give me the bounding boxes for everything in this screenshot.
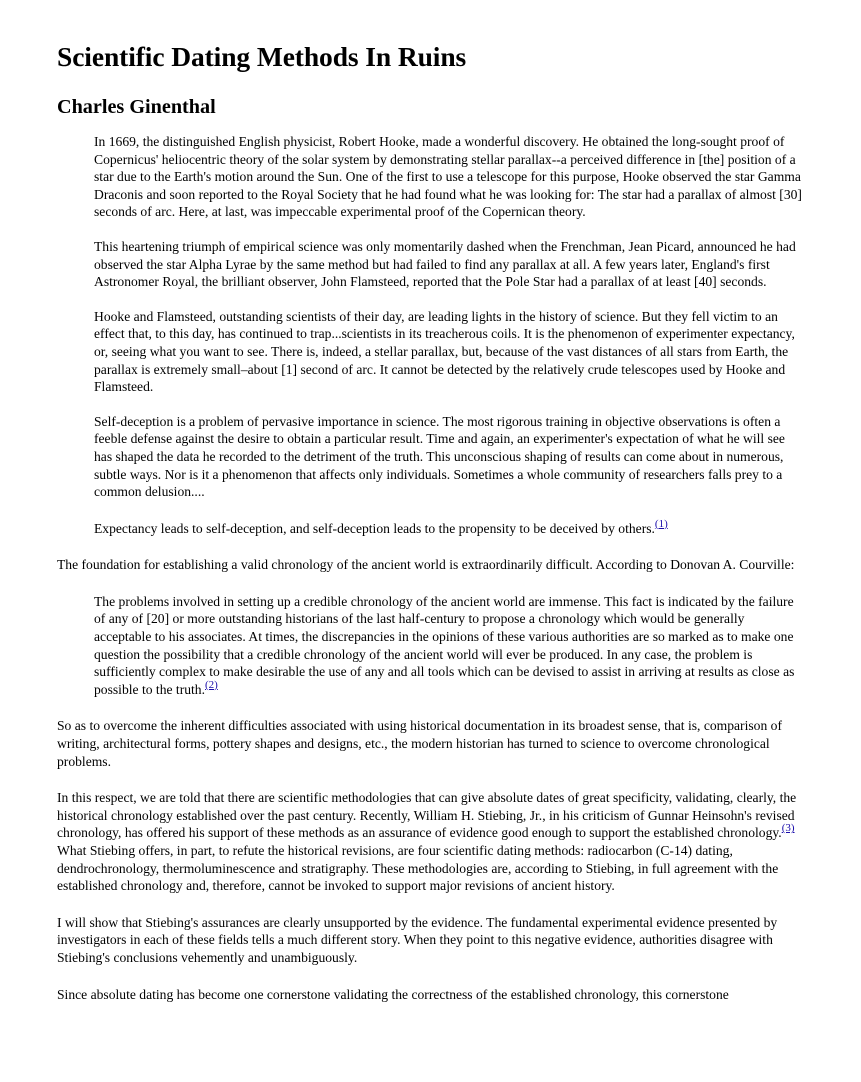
body-paragraph: Since absolute dating has become one cornerstone validating the correctness of the established chronology, this cornerstone xyxy=(57,986,729,1002)
quote-paragraph: This heartening triumph of empirical science was only momentarily dashed when the Frenchman, Jean Picard, announced he had observed the star Alpha Lyrae by the same method but had failed to find any parallax at all. A few years later, England's first Astronomer Royal, the brilliant observer, John Flamsteed, reported that the Pole Star had a parallax of at least [40] seconds. xyxy=(94,238,796,290)
quote-final-text: Expectancy leads to self-deception, and self-deception leads to the propensity to be deceived by others. xyxy=(94,520,655,536)
author-name: Charles Ginenthal xyxy=(57,96,216,118)
body-paragraph: The foundation for establishing a valid chronology of the ancient world is extraordinarily difficult. According to Donovan A. Courville: xyxy=(57,557,795,573)
quote-paragraph-final xyxy=(94,517,803,538)
footnote-link-3[interactable]: (3) xyxy=(781,822,795,835)
quote-paragraph xyxy=(94,593,803,699)
quote-text: The problems involved in setting up a credible chronology of the ancient world are immense. This fact is indicated by the failure of any of [20] or more outstanding historians of the last half-century to propose a chronology which would be generally acceptable to his associates. At times, the discrepancies in the opinions of these various authorities are so marked as to make one question the possibility that a credible chronology of the ancient world will ever be produced. In any case, the problem is sufficiently complex to make desirable the use of any and all tools which can be devised to assist in arriving at results as close as possible to the truth. xyxy=(94,593,795,697)
blockquote-courville xyxy=(94,593,803,699)
footnote-link-1[interactable]: (1) xyxy=(654,517,668,530)
body-paragraph: So as to overcome the inherent difficulties associated with using historical documentation in its broadest sense, that is, comparison of writing, architectural forms, pottery shapes and designs, etc., the modern historian has turned to science to overcome chronological problems. xyxy=(57,718,782,769)
body-text: In this respect, we are told that there are scientific methodologies that can give absolute dates of great specificity, validating, clearly, the historical chronology established over the past century. Recently, William H. Stiebing, Jr., in his criticism of Gunnar Heinsohn's revised chronology, has offered his support of these methods as an assurance of evidence good enough to support the established chronology. xyxy=(57,790,797,841)
blockquote-hooke xyxy=(94,133,803,537)
body-paragraph xyxy=(57,789,803,895)
quote-paragraph: In 1669, the distinguished English physicist, Robert Hooke, made a wonderful discovery. He obtained the long-sought proof of Copernicus' heliocentric theory of the solar system by demonstrating stellar parallax--a perceived difference in [the] position of a star due to the Earth's motion around the Sun. One of the first to use a telescope for this purpose, Hooke observed the star Gamma Draconis and soon reported to the Royal Society that he had found what he was looking for: The star had a parallax of almost [30] seconds of arc. Here, at last, was impeccable experimental proof of the Copernican theory. xyxy=(94,134,802,220)
quote-paragraph: Self-deception is a problem of pervasive importance in science. The most rigorous training in objective observations is often a feeble defense against the desire to obtain a particular result. Time and again, an experimenter's expectation of what he will see has shaped the data he recorded to the detriment of the truth. This unconscious shaping of results can come about in numerous, subtle ways. Nor is it a phenomenon that affects only individuals. Sometimes a whole community of researchers falls prey to a common delusion.... xyxy=(94,413,785,500)
quote-paragraph: Hooke and Flamsteed, outstanding scientists of their day, are leading lights in the history of science. But they fell victim to an effect that, to this day, has continued to trap...scientists in its treacherous coils. It is the phenomenon of experimenter expectancy, or, seeing what you want to see. There is, indeed, a stellar parallax, but, because of the vast distances of all stars from Earth, the parallax is extremely small–about [1] second of arc. It cannot be detected by the relatively crude telescopes used by Hooke and Flamsteed. xyxy=(94,308,795,395)
body-text: What Stiebing offers, in part, to refute the historical revisions, are four scientific dating methods: radiocarbon (C-14) dating, dendrochronology, thermoluminescence and stratigraphy. These methodologies are, according to Stiebing, in full agreement with the established chronology and, therefore, cannot be invoked to support major revisions of ancient history. xyxy=(57,843,779,894)
footnote-link-2[interactable]: (2) xyxy=(205,678,218,691)
page-title: Scientific Dating Methods In Ruins xyxy=(57,41,467,72)
body-paragraph: I will show that Stiebing's assurances are clearly unsupported by the evidence. The fundamental experimental evidence presented by investigators in each of these fields tells a much different story. When they point to this negative evidence, authorities disagree with Stiebing's conclusions vehemently and unambiguously. xyxy=(57,914,778,965)
